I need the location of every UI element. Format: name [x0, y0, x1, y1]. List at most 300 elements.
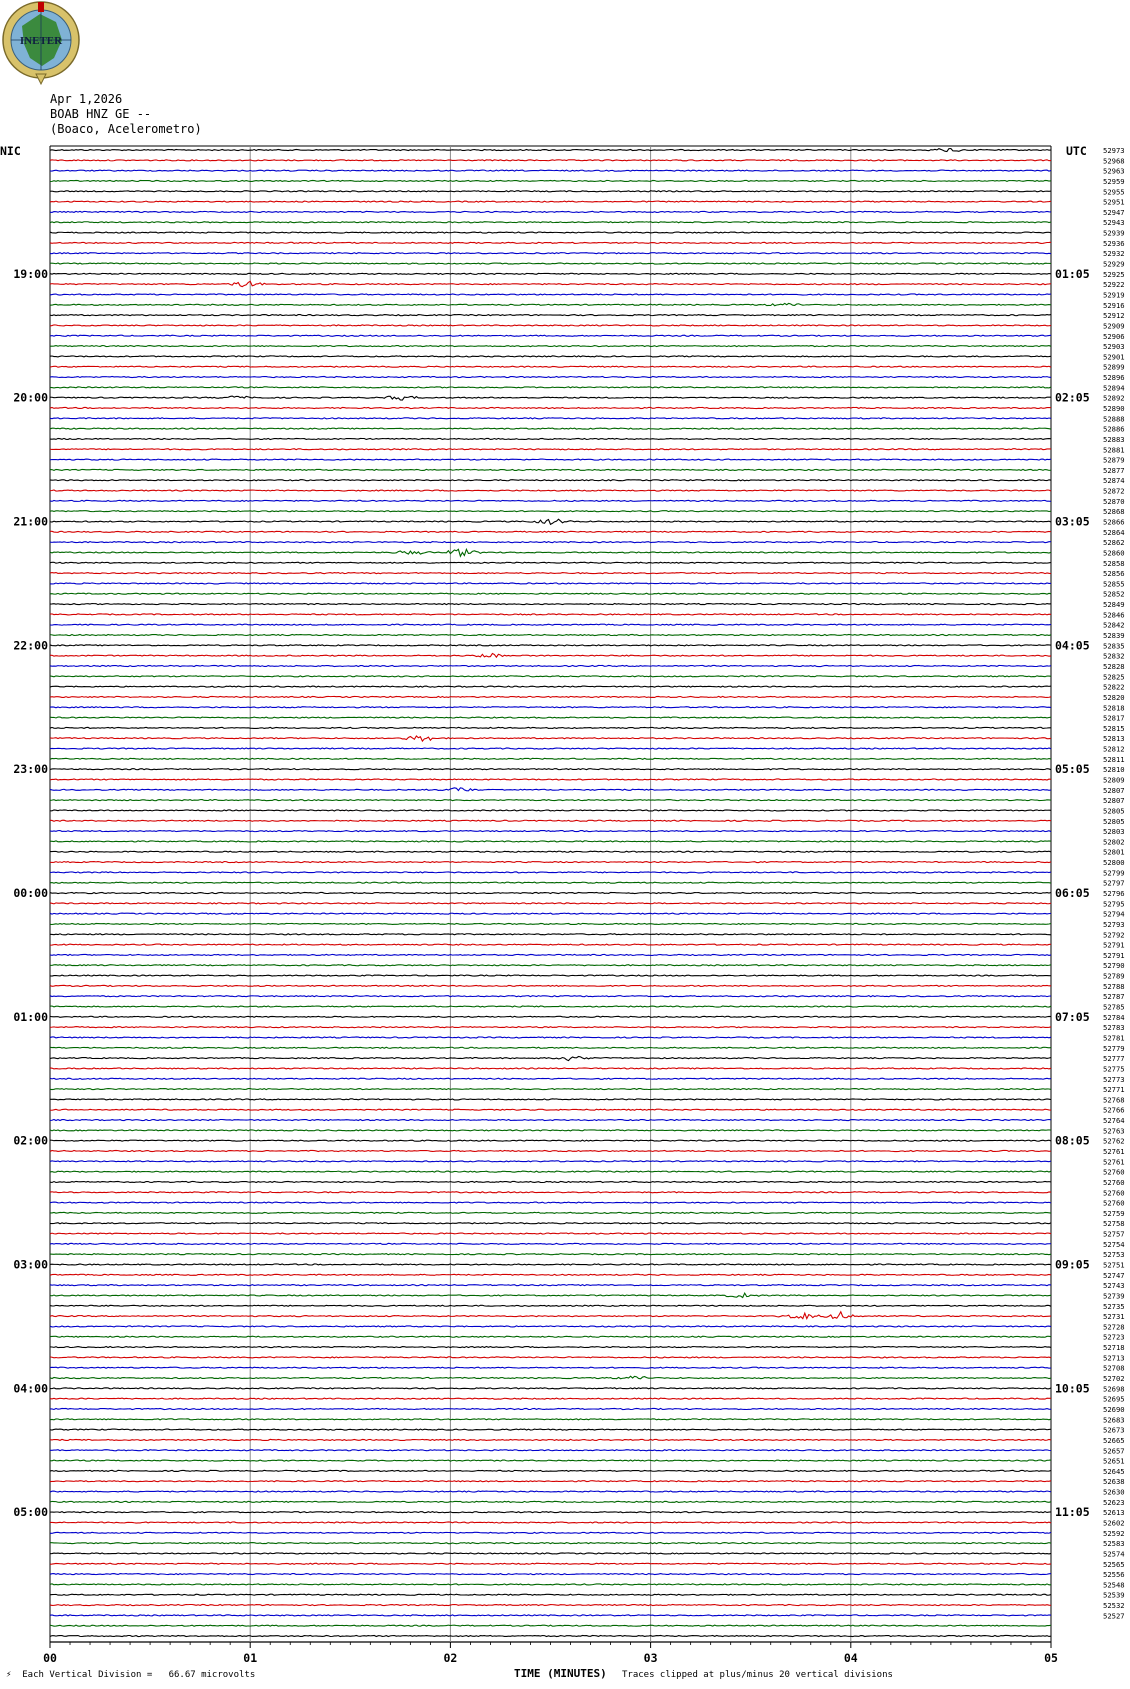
trace-value-label: 52638 — [1103, 1477, 1125, 1487]
trace-value-label: 52822 — [1103, 682, 1125, 692]
trace-value-label: 52768 — [1103, 1095, 1125, 1105]
trace-value-label: 52810 — [1103, 765, 1125, 775]
left-hour-label: 21:00 — [13, 514, 48, 529]
trace-value-label: 52852 — [1103, 589, 1125, 599]
trace-value-label: 52805 — [1103, 816, 1125, 826]
trace-value-label: 52743 — [1103, 1281, 1125, 1291]
seismic-trace — [50, 1594, 1051, 1595]
trace-value-label: 52839 — [1103, 631, 1125, 641]
seismic-trace — [50, 1254, 1051, 1255]
x-tick-label: 05 — [1044, 1651, 1058, 1665]
seismic-trace — [50, 1223, 1051, 1224]
seismic-trace — [50, 965, 1051, 966]
seismic-trace — [50, 170, 1051, 171]
right-hour-label: 07:05 — [1055, 1009, 1090, 1024]
seismic-trace — [50, 727, 1051, 728]
seismic-trace — [50, 356, 1051, 357]
left-hour-label: 01:00 — [13, 1009, 48, 1024]
seismic-trace — [50, 242, 1051, 243]
seismic-trace — [50, 1212, 1051, 1213]
trace-value-label: 52855 — [1103, 579, 1125, 589]
trace-value-label: 52899 — [1103, 362, 1125, 372]
header-station: BOAB HNZ GE -- — [50, 107, 152, 121]
left-hour-label: 00:00 — [13, 886, 48, 900]
seismic-trace — [50, 1161, 1051, 1162]
seismic-trace — [50, 841, 1051, 842]
trace-value-label: 52888 — [1103, 414, 1125, 424]
seismic-trace — [50, 1119, 1051, 1120]
trace-value-label: 52849 — [1103, 600, 1125, 610]
trace-value-label: 52657 — [1103, 1446, 1125, 1456]
trace-value-label: 52951 — [1103, 197, 1125, 207]
trace-value-label: 52794 — [1103, 909, 1125, 919]
trace-value-label: 52835 — [1103, 641, 1125, 651]
trace-value-label: 52815 — [1103, 723, 1125, 733]
trace-value-label: 52803 — [1103, 827, 1125, 837]
trace-value-label: 52801 — [1103, 847, 1125, 857]
trace-value-label: 52802 — [1103, 837, 1125, 847]
trace-value-label: 52708 — [1103, 1363, 1125, 1373]
seismic-trace — [50, 1615, 1051, 1616]
seismic-trace — [50, 593, 1051, 594]
x-tick-label: 00 — [43, 1651, 57, 1665]
trace-value-label: 52877 — [1103, 465, 1125, 475]
seismic-trace — [50, 604, 1051, 605]
trace-value-label: 52695 — [1103, 1394, 1125, 1404]
trace-value-label: 52539 — [1103, 1590, 1125, 1600]
trace-value-label: 52548 — [1103, 1580, 1125, 1590]
trace-value-label: 52602 — [1103, 1518, 1125, 1528]
right-hour-label: 01:05 — [1055, 266, 1090, 281]
seismic-trace — [50, 872, 1051, 873]
trace-value-label: 52532 — [1103, 1601, 1125, 1611]
seismic-trace — [50, 519, 1051, 524]
right-hour-label: 05:05 — [1055, 762, 1090, 777]
seismic-trace — [50, 820, 1051, 821]
seismic-trace — [50, 810, 1051, 811]
seismic-trace — [50, 1347, 1051, 1348]
seismic-trace — [50, 1470, 1051, 1471]
x-axis-label: TIME (MINUTES) — [514, 1667, 607, 1680]
seismic-trace — [50, 149, 1051, 152]
trace-value-label: 52785 — [1103, 1002, 1125, 1012]
seismic-trace — [50, 1243, 1051, 1244]
trace-value-label: 52909 — [1103, 321, 1125, 331]
seismic-trace — [50, 1635, 1051, 1636]
x-tick-label: 03 — [643, 1651, 658, 1665]
seismic-trace — [50, 1192, 1051, 1193]
trace-value-label: 52763 — [1103, 1126, 1125, 1136]
seismic-trace — [50, 1274, 1051, 1275]
seismic-trace — [50, 1522, 1051, 1523]
seismic-trace — [50, 325, 1051, 326]
left-hour-label: 22:00 — [13, 638, 48, 653]
seismic-trace — [50, 281, 1051, 286]
seismic-trace — [50, 903, 1051, 904]
right-hour-label: 02:05 — [1055, 390, 1090, 405]
trace-value-label: 52713 — [1103, 1353, 1125, 1363]
trace-value-label: 52820 — [1103, 692, 1125, 702]
trace-value-label: 52919 — [1103, 290, 1125, 300]
trace-value-label: 52791 — [1103, 950, 1125, 960]
seismic-trace — [50, 851, 1051, 852]
trace-value-label: 52825 — [1103, 672, 1125, 682]
seismic-trace — [50, 1037, 1051, 1038]
seismic-trace — [50, 676, 1051, 677]
seismic-trace — [50, 1367, 1051, 1368]
trace-value-label: 52781 — [1103, 1033, 1125, 1043]
seismic-trace — [50, 1078, 1051, 1079]
seismic-trace — [50, 366, 1051, 367]
seismic-trace — [50, 1068, 1051, 1069]
trace-value-label: 52943 — [1103, 218, 1125, 228]
right-hour-label: 09:05 — [1055, 1257, 1090, 1272]
trace-value-label: 52813 — [1103, 734, 1125, 744]
seismic-trace — [50, 1625, 1051, 1626]
seismic-trace — [50, 769, 1051, 770]
seismic-trace — [50, 985, 1051, 986]
seismic-trace — [50, 665, 1051, 666]
trace-value-label: 52874 — [1103, 476, 1125, 486]
seismic-trace — [50, 531, 1051, 532]
trace-value-label: 52739 — [1103, 1291, 1125, 1301]
trace-value-label: 52959 — [1103, 176, 1125, 186]
trace-value-label: 52760 — [1103, 1177, 1125, 1187]
seismic-trace — [50, 1027, 1051, 1028]
seismic-trace — [50, 614, 1051, 615]
trace-value-label: 52790 — [1103, 961, 1125, 971]
seismic-trace — [50, 934, 1051, 935]
seismic-trace — [50, 1388, 1051, 1389]
seismic-trace — [50, 294, 1051, 295]
seismic-trace — [50, 407, 1051, 408]
trace-value-label: 52735 — [1103, 1301, 1125, 1311]
seismic-trace — [50, 376, 1051, 377]
trace-value-label: 52922 — [1103, 280, 1125, 290]
scale-note: ⚡ Each Vertical Division = 66.67 microvolts — [6, 1670, 256, 1680]
seismic-trace — [50, 232, 1051, 233]
seismic-trace — [50, 1047, 1051, 1048]
trace-value-label: 52968 — [1103, 156, 1125, 166]
trace-value-label: 52718 — [1103, 1343, 1125, 1353]
trace-value-label: 52613 — [1103, 1508, 1125, 1518]
trace-value-label: 52760 — [1103, 1198, 1125, 1208]
seismic-trace — [50, 222, 1051, 223]
seismic-trace — [50, 923, 1051, 924]
trace-value-label: 52592 — [1103, 1528, 1125, 1538]
trace-value-label: 52731 — [1103, 1312, 1125, 1322]
trace-value-label: 52792 — [1103, 930, 1125, 940]
seismic-trace — [50, 1532, 1051, 1533]
seismic-trace — [50, 748, 1051, 749]
seismic-trace — [50, 511, 1051, 512]
trace-value-label: 52754 — [1103, 1239, 1125, 1249]
seismic-trace — [50, 1056, 1051, 1060]
seismic-trace — [50, 645, 1051, 646]
seismic-trace — [50, 1429, 1051, 1430]
seismic-trace — [50, 717, 1051, 718]
trace-value-label: 52565 — [1103, 1559, 1125, 1569]
trace-value-label: 52862 — [1103, 538, 1125, 548]
trace-value-label: 52793 — [1103, 919, 1125, 929]
seismic-trace — [50, 469, 1051, 470]
left-timezone-label: NIC — [0, 144, 21, 158]
trace-value-label: 52760 — [1103, 1188, 1125, 1198]
trace-value-label: 52747 — [1103, 1270, 1125, 1280]
trace-value-label: 52784 — [1103, 1012, 1125, 1022]
seismic-trace — [50, 1450, 1051, 1451]
trace-value-label: 52828 — [1103, 661, 1125, 671]
seismic-trace — [50, 428, 1051, 429]
trace-value-label: 52892 — [1103, 393, 1125, 403]
right-timezone-label: UTC — [1066, 144, 1087, 158]
left-hour-label: 23:00 — [13, 762, 48, 777]
seismic-trace — [50, 686, 1051, 687]
left-hour-label: 04:00 — [13, 1381, 48, 1396]
seismic-trace — [50, 1312, 1051, 1319]
trace-value-label: 52760 — [1103, 1167, 1125, 1177]
seismic-trace — [50, 191, 1051, 192]
trace-value-label: 52527 — [1103, 1611, 1125, 1621]
trace-value-label: 52783 — [1103, 1023, 1125, 1033]
trace-value-label: 52856 — [1103, 569, 1125, 579]
trace-value-label: 52886 — [1103, 424, 1125, 434]
seismic-trace — [50, 1481, 1051, 1482]
trace-value-label: 52929 — [1103, 259, 1125, 269]
seismic-trace — [50, 211, 1051, 212]
trace-value-label: 52757 — [1103, 1229, 1125, 1239]
seismic-trace — [50, 1181, 1051, 1182]
trace-value-label: 52864 — [1103, 527, 1125, 537]
left-hour-label: 19:00 — [13, 266, 48, 281]
seismic-trace — [50, 335, 1051, 336]
left-hour-label: 03:00 — [13, 1257, 48, 1272]
trace-value-label: 52903 — [1103, 342, 1125, 352]
trace-value-label: 52947 — [1103, 207, 1125, 217]
right-hour-label: 08:05 — [1055, 1133, 1090, 1148]
trace-value-label: 52791 — [1103, 940, 1125, 950]
trace-value-label: 52766 — [1103, 1105, 1125, 1115]
trace-value-label: 52916 — [1103, 300, 1125, 310]
seismic-trace — [50, 944, 1051, 945]
seismic-trace — [50, 1171, 1051, 1172]
trace-value-label: 52868 — [1103, 507, 1125, 517]
trace-value-label: 52901 — [1103, 352, 1125, 362]
trace-value-label: 52846 — [1103, 610, 1125, 620]
trace-value-label: 52583 — [1103, 1539, 1125, 1549]
seismic-trace — [50, 1233, 1051, 1234]
trace-value-label: 52939 — [1103, 228, 1125, 238]
x-tick-label: 01 — [243, 1651, 258, 1665]
seismic-trace — [50, 1140, 1051, 1141]
seismic-trace — [50, 1408, 1051, 1409]
trace-value-label: 52817 — [1103, 713, 1125, 723]
seismic-trace — [50, 1006, 1051, 1007]
trace-value-label: 52879 — [1103, 455, 1125, 465]
seismic-trace — [50, 160, 1051, 161]
trace-value-label: 52690 — [1103, 1404, 1125, 1414]
trace-value-label: 52870 — [1103, 496, 1125, 506]
right-hour-label: 11:05 — [1055, 1505, 1090, 1520]
trace-value-label: 52777 — [1103, 1054, 1125, 1064]
seismic-trace — [50, 253, 1051, 254]
trace-value-label: 52973 — [1103, 146, 1125, 155]
trace-value-label: 52683 — [1103, 1415, 1125, 1425]
trace-value-label: 52955 — [1103, 187, 1125, 197]
seismic-trace — [50, 1491, 1051, 1492]
seismic-trace — [50, 1439, 1051, 1440]
right-hour-label: 06:05 — [1055, 886, 1090, 900]
left-hour-label: 05:00 — [13, 1505, 48, 1520]
trace-value-label: 52751 — [1103, 1260, 1125, 1270]
seismic-trace — [50, 263, 1051, 264]
seismic-trace — [50, 1584, 1051, 1585]
trace-value-label: 52787 — [1103, 992, 1125, 1002]
trace-value-label: 52771 — [1103, 1085, 1125, 1095]
trace-value-label: 52811 — [1103, 754, 1125, 764]
seismic-trace — [50, 438, 1051, 439]
trace-value-label: 52912 — [1103, 311, 1125, 321]
seismic-trace — [50, 346, 1051, 347]
seismic-trace — [50, 201, 1051, 202]
trace-value-label: 52963 — [1103, 166, 1125, 176]
trace-value-label: 52630 — [1103, 1487, 1125, 1497]
trace-value-label: 52761 — [1103, 1146, 1125, 1156]
header-location: (Boaco, Acelerometro) — [50, 122, 202, 136]
right-hour-label: 03:05 — [1055, 514, 1090, 529]
trace-value-label: 52574 — [1103, 1549, 1125, 1559]
seismic-trace — [50, 1305, 1051, 1306]
seismic-trace — [50, 1016, 1051, 1017]
trace-value-label: 52665 — [1103, 1435, 1125, 1445]
seismic-trace — [50, 1326, 1051, 1327]
seismic-trace — [50, 913, 1051, 914]
trace-value-label: 52809 — [1103, 775, 1125, 785]
seismic-trace — [50, 303, 1051, 305]
trace-value-label: 52761 — [1103, 1157, 1125, 1167]
seismic-trace — [50, 490, 1051, 491]
logo-text: INETER — [19, 35, 63, 47]
seismic-trace — [50, 449, 1051, 450]
seismic-trace — [50, 634, 1051, 635]
seismic-trace — [50, 1357, 1051, 1358]
seismic-trace — [50, 831, 1051, 832]
trace-value-label: 52673 — [1103, 1425, 1125, 1435]
seismic-trace — [50, 1512, 1051, 1513]
seismic-trace — [50, 1336, 1051, 1337]
left-hour-label: 20:00 — [13, 390, 48, 405]
trace-value-label: 52651 — [1103, 1456, 1125, 1466]
trace-value-label: 52758 — [1103, 1219, 1125, 1229]
seismic-trace — [50, 549, 1051, 556]
seismic-trace — [50, 1398, 1051, 1399]
trace-value-label: 52723 — [1103, 1332, 1125, 1342]
trace-value-label: 52759 — [1103, 1208, 1125, 1218]
trace-value-label: 52773 — [1103, 1074, 1125, 1084]
seismic-trace — [50, 459, 1051, 460]
seismic-trace — [50, 892, 1051, 893]
x-tick-label: 02 — [443, 1651, 458, 1665]
seismic-trace — [50, 500, 1051, 501]
trace-value-label: 52860 — [1103, 548, 1125, 558]
trace-value-label: 52818 — [1103, 703, 1125, 713]
seismic-trace — [50, 1376, 1051, 1379]
trace-value-label: 52702 — [1103, 1374, 1125, 1384]
trace-value-label: 52799 — [1103, 868, 1125, 878]
right-hour-label: 10:05 — [1055, 1381, 1090, 1396]
trace-value-label: 52832 — [1103, 651, 1125, 661]
trace-value-label: 52842 — [1103, 620, 1125, 630]
clip-note: Traces clipped at plus/minus 20 vertical divisions — [622, 1670, 893, 1680]
seismic-trace — [50, 954, 1051, 955]
scale-note-text: Each Vertical Division = 66.67 microvolts — [22, 1670, 256, 1680]
trace-value-label: 52812 — [1103, 744, 1125, 754]
trace-value-label: 52797 — [1103, 878, 1125, 888]
seismic-trace — [50, 1202, 1051, 1203]
seismic-trace — [50, 180, 1051, 181]
seismic-trace — [50, 1150, 1051, 1151]
trace-value-label: 52764 — [1103, 1116, 1125, 1126]
seismic-trace — [50, 861, 1051, 862]
trace-value-label: 52890 — [1103, 403, 1125, 413]
header-date: Apr 1,2026 — [50, 92, 123, 106]
trace-value-label: 52788 — [1103, 981, 1125, 991]
seismic-trace — [50, 273, 1051, 274]
seismic-trace — [50, 653, 1051, 657]
seismic-trace — [50, 1109, 1051, 1110]
seismic-trace — [50, 387, 1051, 388]
seismic-trace — [50, 1501, 1051, 1502]
seismic-trace — [50, 1285, 1051, 1286]
seismic-trace — [50, 624, 1051, 625]
trace-value-label: 52896 — [1103, 373, 1125, 383]
trace-value-label: 52753 — [1103, 1250, 1125, 1260]
seismic-trace — [50, 975, 1051, 976]
seismic-trace — [50, 1460, 1051, 1461]
trace-value-label: 52936 — [1103, 238, 1125, 248]
x-tick-label: 04 — [843, 1651, 858, 1665]
trace-value-label: 52779 — [1103, 1043, 1125, 1053]
trace-value-label: 52775 — [1103, 1064, 1125, 1074]
seismic-trace — [50, 1604, 1051, 1605]
trace-value-label: 52807 — [1103, 785, 1125, 795]
trace-value-label: 52556 — [1103, 1570, 1125, 1580]
seismic-trace — [50, 1543, 1051, 1544]
trace-value-label: 52883 — [1103, 434, 1125, 444]
seismic-trace — [50, 573, 1051, 574]
seismic-trace — [50, 1264, 1051, 1265]
seismic-trace — [50, 315, 1051, 316]
trace-value-label: 52872 — [1103, 486, 1125, 496]
seismic-trace — [50, 1574, 1051, 1575]
trace-value-label: 52925 — [1103, 269, 1125, 279]
seismic-trace — [50, 480, 1051, 481]
seismic-trace — [50, 1419, 1051, 1420]
trace-value-label: 52906 — [1103, 331, 1125, 341]
seismic-trace — [50, 418, 1051, 419]
seismic-trace — [50, 696, 1051, 697]
trace-value-label: 52645 — [1103, 1466, 1125, 1476]
trace-value-label: 52789 — [1103, 971, 1125, 981]
seismic-trace — [50, 562, 1051, 563]
trace-value-label: 52807 — [1103, 796, 1125, 806]
seismic-trace — [50, 707, 1051, 708]
right-hour-label: 04:05 — [1055, 638, 1090, 653]
seismic-trace — [50, 542, 1051, 543]
seismic-trace — [50, 996, 1051, 997]
trace-value-label: 52796 — [1103, 889, 1125, 898]
trace-value-label: 52795 — [1103, 899, 1125, 909]
